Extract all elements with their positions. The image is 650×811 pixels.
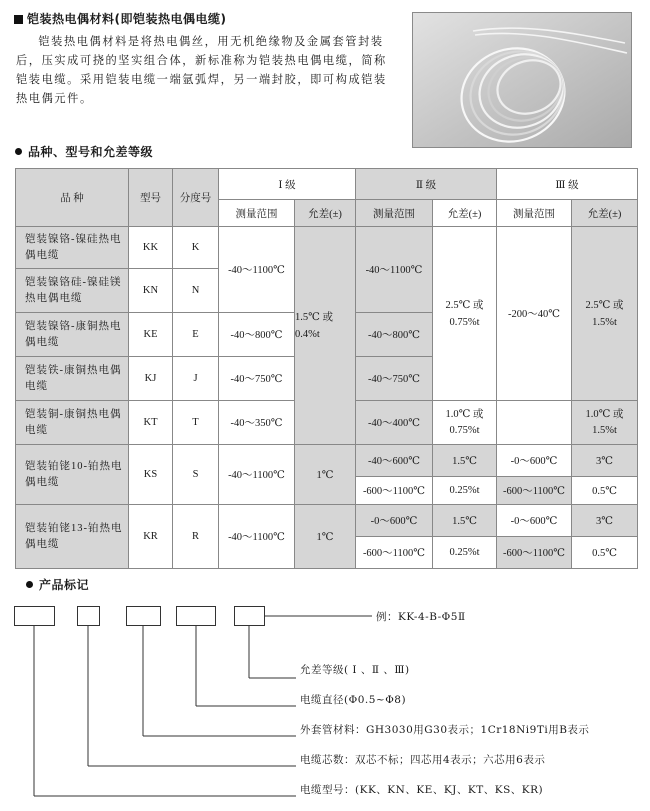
header-index: 分度号 xyxy=(173,169,219,227)
table-row: 铠装镍铬-康铜热电偶电缆 KE E -40～800℃ -40～800℃ xyxy=(16,313,638,357)
marking-sheath: 外套管材料：GH3030用G30表示；1Cr18Ni9Ti用B表示 xyxy=(300,724,590,736)
g3-range-merged: -200～40℃ xyxy=(497,227,572,401)
marking-box-tolerance xyxy=(234,606,265,626)
marking-box-sheath xyxy=(126,606,161,626)
header-model: 型号 xyxy=(129,169,173,227)
g3-tolerance-merged: 2.5℃ 或 1.5%t xyxy=(572,227,638,401)
header-variety: 品 种 xyxy=(16,169,129,227)
marking-tolerance-grade: 允差等级( Ⅰ 、Ⅱ 、Ⅲ) xyxy=(300,664,410,676)
header-g1-range: 测量范围 xyxy=(219,200,295,227)
marking-box-diameter xyxy=(176,606,216,626)
marking-box-model xyxy=(14,606,55,626)
table-row: 铠装铂铑13-铂热电偶电缆 KR R -40～1100℃ 1℃ -0～600℃ 1.5℃ -0～600℃ 3℃ xyxy=(16,505,638,537)
marking-diameter: 电缆直径(Φ0.5~Φ8) xyxy=(300,694,407,706)
g1-tolerance-merged: 1.5℃ 或 0.4%t xyxy=(295,227,356,445)
header-grade-3: Ⅲ 级 xyxy=(497,169,638,200)
table-row: 铠装铜-康铜热电偶电缆 KT T -40～350℃ -40～400℃ 1.0℃ 或 0.75%t 1.0℃ 或 1.5%t xyxy=(16,401,638,445)
g2-tolerance-merged: 2.5℃ 或 0.75%t xyxy=(433,227,497,401)
marking-section-heading: 产品标记 xyxy=(26,576,89,593)
header-g1-tolerance: 允差(±) xyxy=(295,200,356,227)
header-grade-1: Ⅰ 级 xyxy=(219,169,356,200)
marking-cores: 电缆芯数：双芯不标；四芯用4表示；六芯用6表示 xyxy=(300,754,546,766)
table-row: 铠装镍铬-镍硅热电偶电缆 KK K -40～1100℃ 1.5℃ 或 0.4%t -40～1100℃ 2.5℃ 或 0.75%t -200～40℃ 2.5℃ 或 1.5%t xyxy=(16,227,638,269)
header-grade-2: Ⅱ 级 xyxy=(356,169,497,200)
page-title: 铠装热电偶材料(即铠装热电偶电缆) xyxy=(14,10,226,27)
header-g2-range: 测量范围 xyxy=(356,200,433,227)
intro-paragraph: 铠装热电偶材料是将热电偶丝，用无机绝缘物及金属套管封装后，压实成可挠的坚实组合体，新标准称为铠装热电偶电缆，简称铠装电缆。采用铠装电缆一端氩弧焊，另一端封胶，即可构成铠装热电偶元件。 xyxy=(16,35,387,105)
marking-model: 电缆型号：(KK、KN、KE、KJ、KT、KS、KR) xyxy=(300,784,544,796)
header-g3-range: 测量范围 xyxy=(497,200,572,227)
table-row: 铠装铂铑10-铂热电偶电缆 KS S -40～1100℃ 1℃ -40～600℃ 1.5℃ -0～600℃ 3℃ xyxy=(16,445,638,477)
header-g3-tolerance: 允差(±) xyxy=(572,200,638,227)
marking-example: 例：KK-4-B-Φ5Ⅱ xyxy=(376,611,466,623)
table-row: 铠装镍铬硅-镍硅镁热电偶电缆 KN N xyxy=(16,269,638,313)
table-row: -600～1100℃ 0.25%t -600～1100℃ 0.5℃ xyxy=(16,537,638,569)
table-row: -600～1100℃ 0.25%t -600～1100℃ 0.5℃ xyxy=(16,477,638,505)
table-section-heading: 品种、型号和允差等级 xyxy=(15,143,153,160)
marking-box-cores xyxy=(77,606,100,626)
header-g2-tolerance: 允差(±) xyxy=(433,200,497,227)
table-row: 铠装铁-康铜热电偶电缆 KJ J -40～750℃ -40～750℃ xyxy=(16,357,638,401)
